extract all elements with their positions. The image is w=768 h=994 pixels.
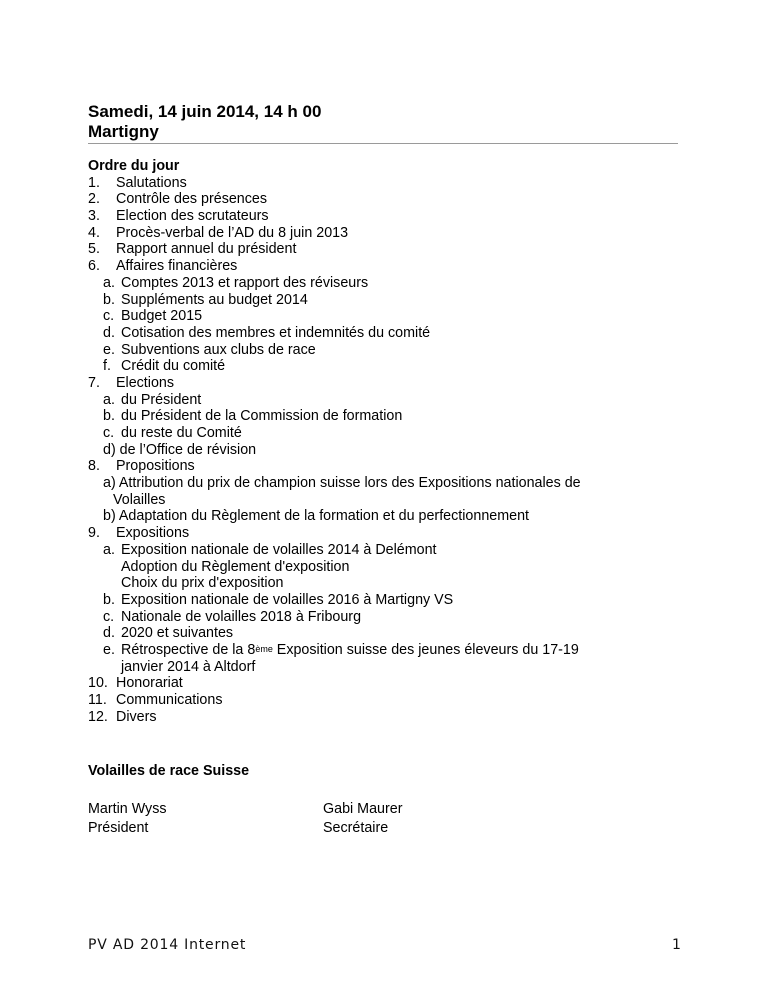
item-text: Divers [116, 708, 157, 725]
item-number: d. [103, 324, 115, 341]
item-text-post: Exposition suisse des jeunes éleveurs du 17-19 [272, 641, 579, 658]
list-subitem [88, 625, 688, 642]
list-subitem-continuation [88, 492, 688, 509]
item-number: 1. [88, 174, 100, 191]
list-item [88, 175, 688, 192]
organization-name: Volailles de race Suisse [88, 763, 250, 779]
list-subitem-continuation [88, 659, 688, 676]
list-subitem [88, 475, 688, 492]
item-number: f. [103, 358, 111, 375]
list-subitem [88, 508, 688, 525]
item-number: 12. [88, 708, 108, 725]
meeting-location: Martigny [88, 122, 159, 141]
item-text: a) Attribution du prix de champion suisse lors des Expositions nationales de [103, 475, 581, 492]
item-text: Salutations [116, 174, 187, 191]
item-number: 11. [88, 692, 107, 709]
item-text: Subventions aux clubs de race [121, 341, 316, 358]
ordinal-suffix: ème [255, 643, 273, 654]
list-subitem-continuation [88, 575, 688, 592]
list-subitem [88, 392, 688, 409]
item-text: b) Adaptation du Règlement de la formation et du perfectionnement [103, 508, 530, 525]
list-subitem [88, 642, 688, 659]
list-item [88, 375, 688, 392]
item-text: Adoption du Règlement d'exposition [121, 558, 350, 575]
item-text: Exposition nationale de volailles 2014 à Delémont [121, 541, 437, 558]
list-subitem [88, 542, 688, 559]
item-text: Nationale de volailles 2018 à Fribourg [121, 608, 362, 625]
item-text: Choix du prix d'exposition [121, 575, 284, 592]
item-text: Volailles [113, 491, 166, 508]
item-text: Affaires financières [116, 258, 238, 275]
meeting-date: Samedi, 14 juin 2014, 14 h 00 [88, 102, 322, 121]
signatory-role: Président [88, 820, 149, 836]
item-text: 2020 et suivantes [121, 625, 234, 642]
list-item [88, 675, 688, 692]
list-item [88, 191, 688, 208]
item-number: b. [103, 408, 115, 425]
list-item [88, 258, 688, 275]
list-subitem-continuation [88, 559, 688, 576]
item-text: du reste du Comité [121, 425, 242, 442]
item-text: Cotisation des membres et indemnités du comité [121, 324, 431, 341]
item-number: a. [103, 274, 115, 291]
list-subitem [88, 275, 688, 292]
footer-page-number: 1 [672, 937, 681, 953]
item-text: Procès-verbal de l’AD du 8 juin 2013 [116, 224, 349, 241]
list-item [88, 241, 688, 258]
item-number: 8. [88, 458, 100, 475]
item-number: 9. [88, 525, 100, 542]
list-subitem [88, 442, 688, 459]
list-subitem [88, 358, 688, 375]
list-subitem [88, 592, 688, 609]
item-text [121, 642, 579, 659]
list-item [88, 709, 688, 726]
signatory-role: Secrétaire [323, 820, 389, 836]
item-text: Comptes 2013 et rapport des réviseurs [121, 274, 369, 291]
list-item [88, 208, 688, 225]
item-number: 4. [88, 224, 100, 241]
item-number: 10. [88, 675, 108, 692]
item-number: a. [103, 541, 115, 558]
list-subitem [88, 308, 688, 325]
item-number: c. [103, 425, 115, 442]
item-text: du Président [121, 391, 202, 408]
list-subitem [88, 609, 688, 626]
list-subitem [88, 325, 688, 342]
item-text: du Président de la Commission de formation [121, 408, 403, 425]
list-subitem [88, 425, 688, 442]
list-item [88, 692, 688, 709]
item-number: b. [103, 591, 115, 608]
agenda [88, 158, 688, 725]
header-rule [88, 143, 678, 144]
list-subitem [88, 292, 688, 309]
item-text: Exposition nationale de volailles 2016 à Martigny VS [121, 591, 454, 608]
list-item [88, 525, 688, 542]
item-number: b. [103, 291, 115, 308]
meeting-header [88, 102, 678, 144]
item-number: c. [103, 308, 115, 325]
signatory-name: Martin Wyss [88, 801, 167, 817]
item-number: 5. [88, 241, 100, 258]
item-text: Elections [116, 374, 175, 391]
item-number: d. [103, 625, 115, 642]
item-text-pre: Rétrospective de la 8 [121, 641, 256, 658]
item-text: d) de l’Office de révision [103, 441, 257, 458]
item-number: e. [103, 341, 115, 358]
item-text: Communications [116, 692, 223, 709]
signatory-secretary [323, 800, 402, 838]
list-item [88, 225, 688, 242]
item-number: 2. [88, 191, 100, 208]
item-text: Crédit du comité [121, 358, 226, 375]
item-text: Budget 2015 [121, 308, 203, 325]
item-text: Rapport annuel du président [116, 241, 297, 258]
item-text: janvier 2014 à Altdorf [121, 658, 256, 675]
item-text: Propositions [116, 458, 195, 475]
item-number: 3. [88, 208, 100, 225]
list-item [88, 458, 688, 475]
item-text: Election des scrutateurs [116, 208, 269, 225]
signatory-president [88, 800, 167, 838]
agenda-title: Ordre du jour [88, 158, 180, 174]
signatory-name: Gabi Maurer [323, 801, 403, 817]
footer-document-name: PV AD 2014 Internet [88, 937, 247, 953]
item-number: 7. [88, 374, 100, 391]
item-text: Contrôle des présences [116, 191, 267, 208]
item-text: Expositions [116, 525, 190, 542]
item-number: a. [103, 391, 115, 408]
item-text: Honorariat [116, 675, 183, 692]
list-subitem [88, 408, 688, 425]
item-text: Suppléments au budget 2014 [121, 291, 308, 308]
list-subitem [88, 342, 688, 359]
item-number: 6. [88, 258, 100, 275]
item-number: e. [103, 641, 115, 658]
item-number: c. [103, 608, 115, 625]
